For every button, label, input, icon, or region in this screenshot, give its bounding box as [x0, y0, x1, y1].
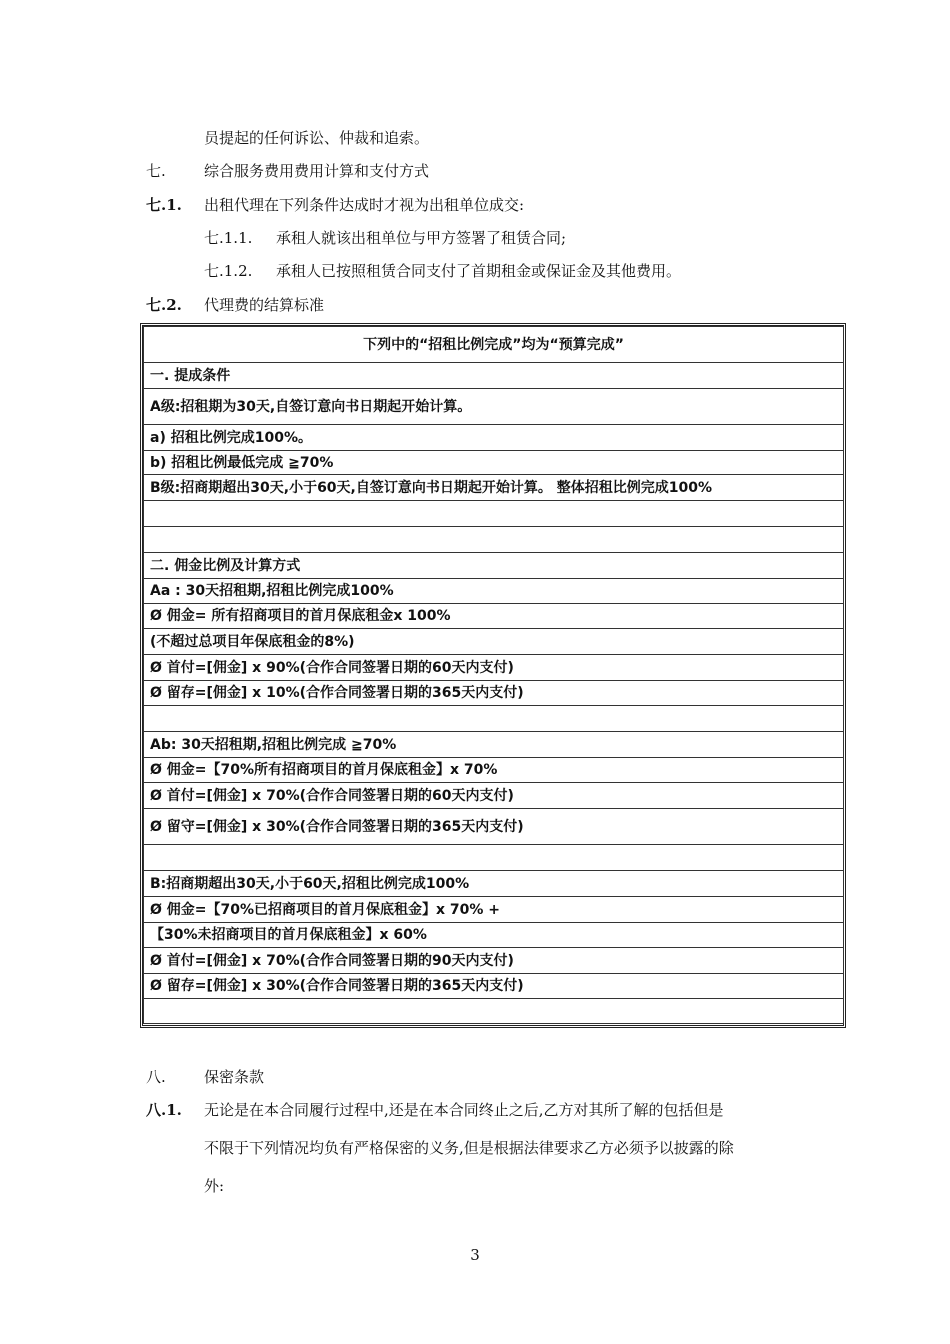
section-7-title: 综合服务费用费用计算和支付方式: [204, 162, 430, 180]
section-8-1-line-1: 无论是在本合同履行过程中,还是在本合同终止之后,乙方对其所了解的包括但是: [204, 1101, 724, 1119]
commission-table: [143, 326, 844, 1024]
table-row: Ø 佣金= 所有招商项目的首月保底租金x 100%: [144, 604, 844, 629]
continuation-line: 员提起的任何诉讼、仲裁和追索。: [204, 129, 430, 147]
section-8-1-number: 八.1.: [146, 1101, 182, 1119]
table-row: Ø 首付=[佣金] x 70%(合作合同签署日期的60天内支付): [144, 783, 844, 809]
table-header-cell: 下列中的“招租比例完成”均为“预算完成”: [144, 327, 844, 363]
section-7-1-2-number: 七.1.2.: [204, 262, 253, 280]
section-7-1-1-number: 七.1.1.: [204, 229, 253, 247]
table-row: a) 招租比例完成100%。: [144, 425, 844, 451]
table-row: Ab: 30天招租期,招租比例完成 ≧70%: [144, 732, 844, 758]
section-7-2-text: 代理费的结算标准: [204, 296, 325, 314]
section-8-1-line-3: 外:: [204, 1177, 225, 1195]
table-row: Ø 佣金=【70%所有招商项目的首月保底租金】x 70%: [144, 758, 844, 783]
table-row: A级:招租期为30天,自签订意向书日期起开始计算。: [144, 389, 844, 425]
table-row: (不超过总项目年保底租金的8%): [144, 629, 844, 655]
table-row-section-heading: 二. 佣金比例及计算方式: [144, 553, 844, 579]
table-row: Ø 首付=[佣金] x 70%(合作合同签署日期的90天内支付): [144, 948, 844, 974]
section-7-number: 七.: [146, 162, 166, 180]
table-row-empty: [144, 501, 844, 527]
table-row: B:招商期超出30天,小于60天,招租比例完成100%: [144, 871, 844, 897]
table-row: B级:招商期超出30天,小于60天,自签订意向书日期起开始计算。 整体招租比例完成100%: [144, 475, 844, 501]
section-7-2-number: 七.2.: [146, 296, 182, 314]
table-row: Ø 留存=[佣金] x 30%(合作合同签署日期的365天内支付): [144, 974, 844, 999]
page-number: 3: [470, 1246, 480, 1264]
table-row: Ø 留守=[佣金] x 30%(合作合同签署日期的365天内支付): [144, 809, 844, 845]
table-row: b) 招租比例最低完成 ≧70%: [144, 451, 844, 475]
table-row: Ø 留存=[佣金] x 10%(合作合同签署日期的365天内支付): [144, 681, 844, 706]
section-8-1-line-2: 不限于下列情况均负有严格保密的义务,但是根据法律要求乙方必须予以披露的除: [204, 1139, 734, 1157]
section-7-1-number: 七.1.: [146, 196, 182, 214]
section-7-1-1-text: 承租人就该出租单位与甲方签署了租赁合同;: [276, 229, 567, 247]
table-row: Aa : 30天招租期,招租比例完成100%: [144, 579, 844, 604]
table-row-section-heading: 一. 提成条件: [144, 363, 844, 389]
section-7-1-text: 出租代理在下列条件达成时才视为出租单位成交:: [204, 196, 525, 214]
table-row-empty: [144, 706, 844, 732]
table-row: 【30%未招商项目的首月保底租金】x 60%: [144, 923, 844, 948]
table-row-empty: [144, 845, 844, 871]
table-row-empty: [144, 999, 844, 1024]
section-7-1-2-text: 承租人已按照租赁合同支付了首期租金或保证金及其他费用。: [276, 262, 682, 280]
section-8-number: 八.: [146, 1068, 166, 1086]
table-row: Ø 首付=[佣金] x 90%(合作合同签署日期的60天内支付): [144, 655, 844, 681]
table-row: Ø 佣金=【70%已招商项目的首月保底租金】x 70% +: [144, 897, 844, 923]
section-8-title: 保密条款: [204, 1068, 265, 1086]
table-row-empty: [144, 527, 844, 553]
